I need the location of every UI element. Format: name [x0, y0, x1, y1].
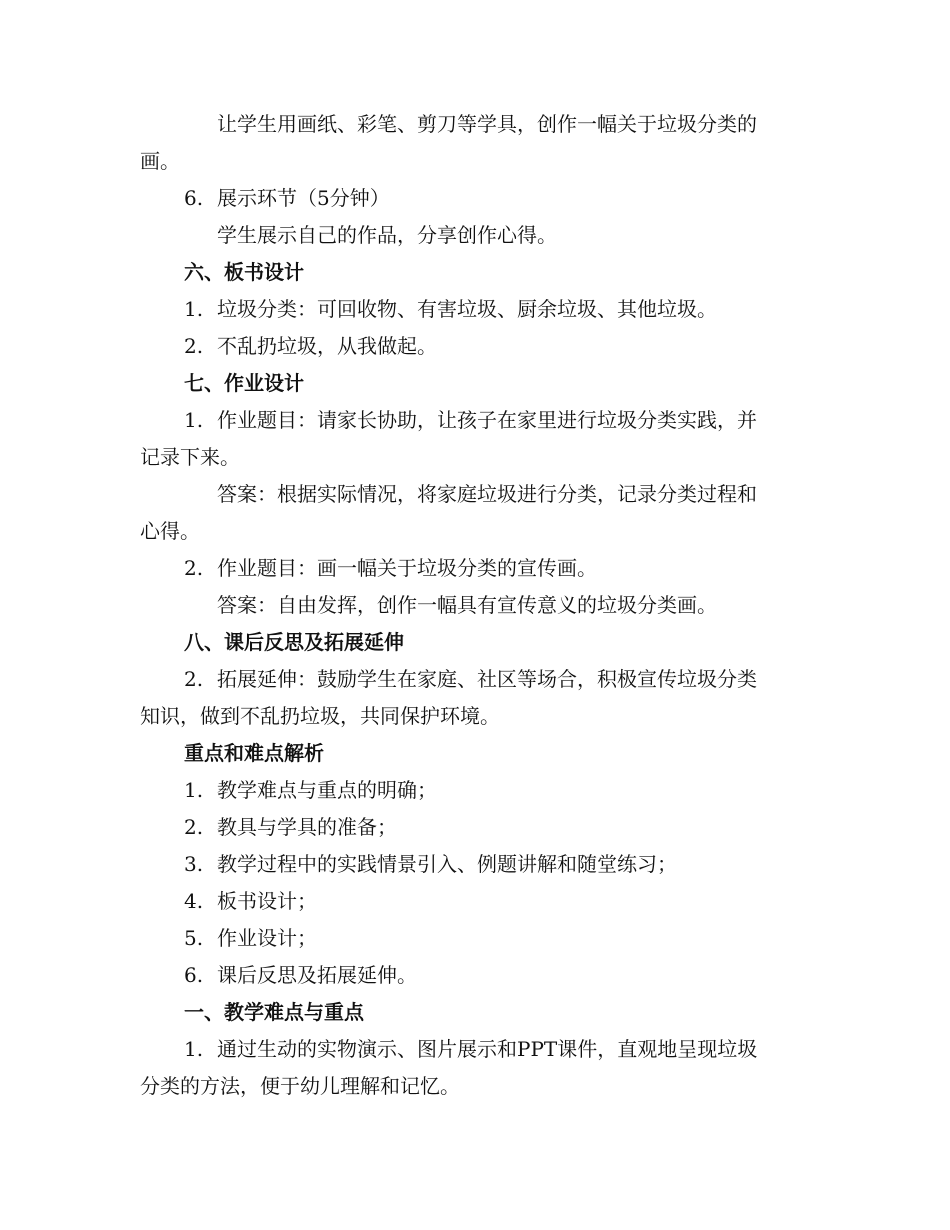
numbered-item — [140, 883, 805, 920]
item-number: 6. — [184, 963, 204, 987]
text: 答案：自由发挥，创作一幅具有宣传意义的垃圾分类画。 — [217, 593, 717, 617]
section-heading — [140, 365, 805, 402]
section-heading — [140, 624, 805, 661]
item-number: 2. — [184, 556, 204, 580]
section-heading — [140, 994, 805, 1031]
text: 心得。 — [140, 519, 200, 543]
item-text: 板书设计； — [217, 889, 317, 913]
item-text: 展示环节（5分钟） — [217, 186, 390, 210]
section-heading — [140, 254, 805, 291]
text: 知识，做到不乱扔垃圾，共同保护环境。 — [140, 704, 500, 728]
item-text: 教具与学具的准备； — [217, 815, 397, 839]
numbered-item — [140, 809, 805, 846]
paragraph-line — [140, 217, 805, 254]
numbered-item — [140, 661, 805, 698]
item-text: 通过生动的实物演示、图片展示和PPT课件，直观地呈现垃圾 — [217, 1037, 758, 1061]
numbered-item — [140, 1031, 805, 1068]
numbered-item — [140, 180, 805, 217]
text: 记录下来。 — [140, 445, 240, 469]
numbered-item — [140, 328, 805, 365]
numbered-item — [140, 291, 805, 328]
heading-text: 重点和难点解析 — [184, 741, 324, 765]
item-text: 作业题目：画一幅关于垃圾分类的宣传画。 — [217, 556, 597, 580]
item-text: 垃圾分类：可回收物、有害垃圾、厨余垃圾、其他垃圾。 — [217, 297, 717, 321]
item-text: 作业题目：请家长协助，让孩子在家里进行垃圾分类实践，并 — [217, 408, 757, 432]
item-number: 2. — [184, 667, 204, 691]
paragraph-line — [140, 106, 805, 143]
item-text: 课后反思及拓展延伸。 — [217, 963, 417, 987]
heading-text: 一、教学难点与重点 — [184, 1000, 364, 1024]
item-number: 5. — [184, 926, 204, 950]
item-number: 1. — [184, 408, 204, 432]
document-body — [140, 106, 805, 1105]
item-number: 2. — [184, 334, 204, 358]
section-heading — [140, 735, 805, 772]
text: 学生展示自己的作品，分享创作心得。 — [217, 223, 557, 247]
item-number: 2. — [184, 815, 204, 839]
paragraph-line — [140, 439, 805, 476]
numbered-item — [140, 957, 805, 994]
item-number: 6. — [184, 186, 204, 210]
paragraph-line — [140, 698, 805, 735]
item-text: 拓展延伸：鼓励学生在家庭、社区等场合，积极宣传垃圾分类 — [217, 667, 757, 691]
numbered-item — [140, 772, 805, 809]
paragraph-line — [140, 513, 805, 550]
item-text: 作业设计； — [217, 926, 317, 950]
numbered-item — [140, 550, 805, 587]
item-number: 1. — [184, 778, 204, 802]
numbered-item — [140, 920, 805, 957]
item-text: 教学过程中的实践情景引入、例题讲解和随堂练习； — [217, 852, 677, 876]
text: 答案：根据实际情况，将家庭垃圾进行分类，记录分类过程和 — [217, 482, 757, 506]
heading-text: 六、板书设计 — [184, 260, 304, 284]
item-number: 1. — [184, 1037, 204, 1061]
text: 让学生用画纸、彩笔、剪刀等学具，创作一幅关于垃圾分类的 — [217, 112, 757, 136]
numbered-item — [140, 402, 805, 439]
text: 画。 — [140, 149, 180, 173]
paragraph-line — [140, 1068, 805, 1105]
item-text: 教学难点与重点的明确； — [217, 778, 437, 802]
item-number: 1. — [184, 297, 204, 321]
heading-text: 七、作业设计 — [184, 371, 304, 395]
heading-text: 八、课后反思及拓展延伸 — [184, 630, 404, 654]
paragraph-line — [140, 143, 805, 180]
item-text: 不乱扔垃圾，从我做起。 — [217, 334, 437, 358]
numbered-item — [140, 846, 805, 883]
item-number: 3. — [184, 852, 204, 876]
paragraph-line — [140, 587, 805, 624]
paragraph-line — [140, 476, 805, 513]
text: 分类的方法，便于幼儿理解和记忆。 — [140, 1074, 460, 1098]
item-number: 4. — [184, 889, 204, 913]
